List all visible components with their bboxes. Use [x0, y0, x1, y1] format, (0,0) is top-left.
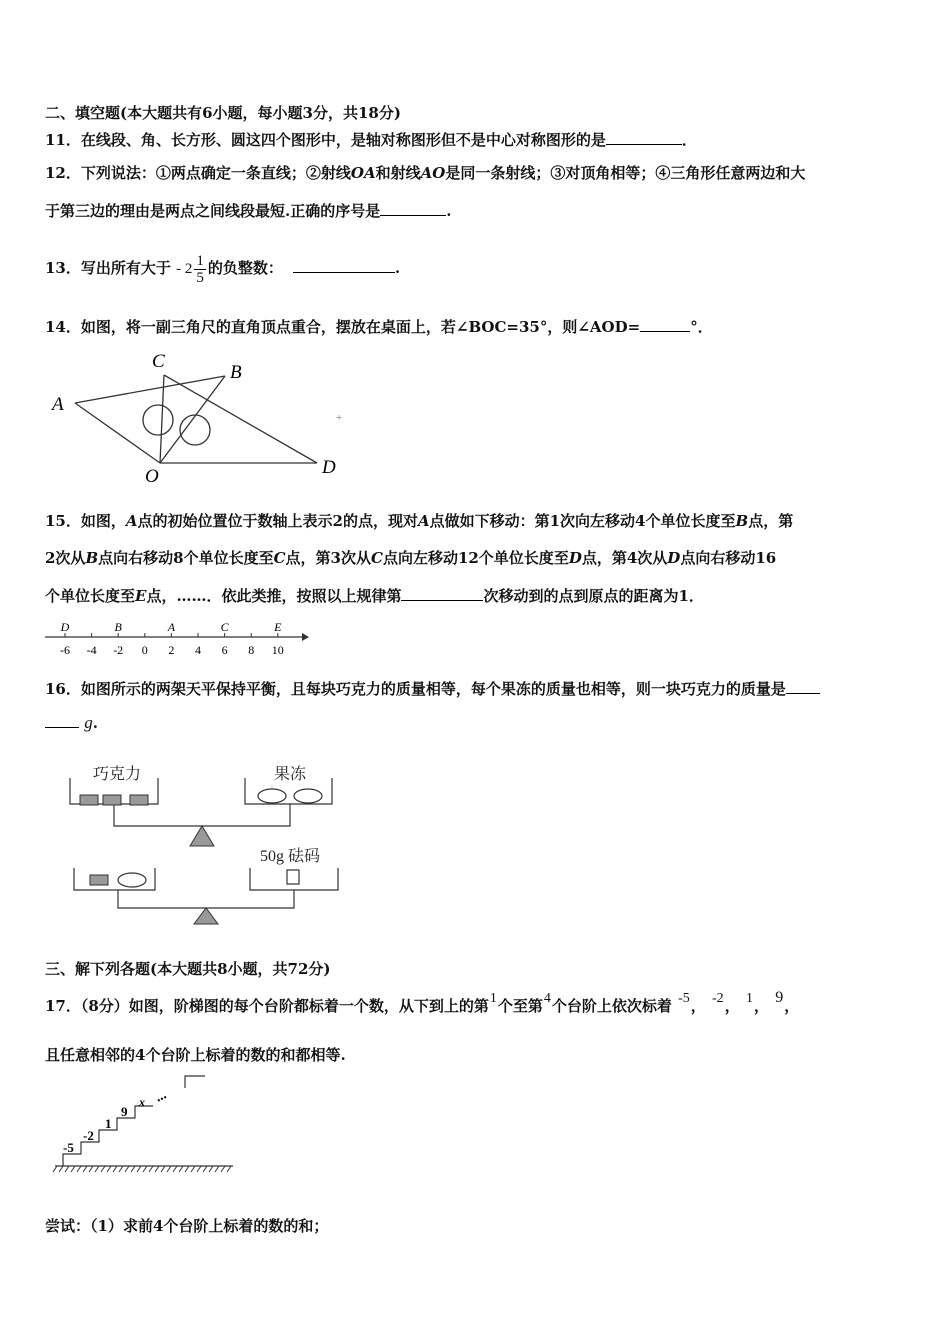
ground-hatch — [185, 1166, 189, 1172]
label-weight: 50g 砝码 — [260, 848, 321, 865]
ground-hatch — [119, 1166, 123, 1172]
q12-text-d: 于第三边的理由是两点之间线段最短.正确的序号是 — [45, 202, 381, 220]
q15-t4: 点，第 — [748, 512, 794, 530]
unit-gram: g — [84, 713, 93, 732]
ground-hatch — [77, 1166, 81, 1172]
tick-label: 4 — [195, 643, 201, 657]
q17-sep4: ， — [784, 997, 800, 1015]
q13-suffix: 的负整数： — [207, 259, 283, 277]
answer-blank-14[interactable] — [640, 317, 690, 332]
label-chocolate: 巧克力 — [93, 766, 142, 783]
point-label-c: C — [220, 620, 229, 634]
section3-heading: 三、解下列各题(本大题共8小题，共72分) — [45, 960, 331, 978]
fraction — [194, 253, 206, 286]
answer-blank-13[interactable] — [293, 258, 395, 273]
q15-e1: E — [135, 587, 147, 605]
step-1-label: -5 — [63, 1140, 74, 1155]
tick-label: -2 — [113, 643, 124, 657]
q15-t6: 点向右移动8个单位长度至 — [98, 549, 274, 567]
ground-hatch — [143, 1166, 147, 1172]
question-17-line1 — [45, 989, 800, 1019]
figure-14-triangles — [40, 345, 360, 485]
ground-hatch — [59, 1166, 63, 1172]
question-15-line2 — [45, 547, 776, 569]
question-15-line3 — [45, 585, 704, 607]
ground-hatch — [131, 1166, 135, 1172]
q13-prefix: 13．写出所有大于 — [45, 259, 171, 277]
ground-hatch — [107, 1166, 111, 1172]
answer-blank-11[interactable] — [606, 130, 682, 145]
ground-hatch — [161, 1166, 165, 1172]
ground-hatch — [101, 1166, 105, 1172]
question-16-line1 — [45, 678, 820, 700]
figure-16-balances — [60, 760, 360, 935]
step-4-label: 9 — [121, 1104, 128, 1119]
ground-hatch — [137, 1166, 141, 1172]
tick-label: 6 — [221, 643, 228, 657]
ground-hatch — [173, 1166, 177, 1172]
ground-hatch — [53, 1166, 57, 1172]
question-12-line2 — [45, 200, 451, 222]
ground-hatch — [203, 1166, 207, 1172]
try-prompt: 尝试：（1）求前4个台阶上标着的数的和； — [45, 1217, 329, 1235]
q15-d2: D — [667, 549, 681, 567]
q16-text: 16．如图所示的两架天平保持平衡，且每块巧克力的质量相等，每个果冻的质量也相等，则一块巧克力的质量是 — [45, 680, 786, 698]
label-b: B — [230, 362, 242, 383]
ray-ao: AO — [420, 164, 446, 182]
q17-v2: -2 — [712, 991, 724, 1006]
fraction-denominator: 5 — [196, 269, 204, 286]
label-c: C — [152, 351, 165, 372]
q17-sep1: ， — [690, 997, 706, 1015]
q17-v4: 9 — [775, 989, 784, 1006]
ray-oa: OA — [350, 164, 376, 182]
question-11 — [45, 129, 697, 151]
point-label-d: D — [60, 620, 70, 634]
tick-label: 0 — [141, 643, 148, 657]
q11-end: ． — [681, 131, 697, 149]
q15-t10: 点向右移动16 — [680, 549, 777, 567]
ground-hatch — [221, 1166, 225, 1172]
label-o: O — [145, 466, 159, 485]
q15-t8: 点向左移动12个单位长度至 — [382, 549, 569, 567]
q13-end: . — [394, 259, 401, 277]
ground-hatch — [191, 1166, 195, 1172]
q15-t12: 点，……．依此类推，按照以上规律第 — [146, 587, 402, 605]
ground-hatch — [197, 1166, 201, 1172]
q15-b2: B — [85, 549, 99, 567]
q12-end: . — [446, 202, 452, 220]
ground-hatch — [149, 1166, 153, 1172]
q15-a1: A — [125, 512, 138, 530]
tick-label: -4 — [86, 643, 97, 657]
q12-text-c: 是同一条射线；③对顶角相等；④三角形任意两边和大 — [445, 164, 806, 182]
q15-c2: C — [370, 549, 383, 567]
question-15-line1 — [45, 510, 793, 532]
q15-t7: 点，第3次从 — [285, 549, 371, 567]
ground-hatch — [125, 1166, 129, 1172]
ground-hatch — [179, 1166, 183, 1172]
ground-hatch — [155, 1166, 159, 1172]
step-2-label: -2 — [83, 1128, 94, 1143]
tick-label: 10 — [271, 643, 284, 657]
number-line — [40, 620, 310, 660]
answer-blank-12[interactable] — [380, 201, 446, 216]
q15-t13: 次移动到的点到原点的距离为1． — [483, 587, 704, 605]
q17-v3: 1 — [745, 991, 753, 1006]
question-17-line2: 且任意相邻的4个台阶上标着的数的和都相等. — [45, 1046, 346, 1064]
ellipsis-dots: ... — [152, 1087, 169, 1106]
q16-end: . — [92, 714, 98, 732]
section2-heading: 二、填空题(本大题共有6小题，每小题3分，共18分) — [45, 104, 401, 122]
q12-text-a: 12．下列说法：①两点确定一条直线；②射线 — [45, 164, 351, 182]
q15-b1: B — [735, 512, 749, 530]
q17-n1: 1 — [489, 991, 497, 1006]
tick-label: 8 — [248, 643, 255, 657]
q17-n4: 4 — [543, 991, 551, 1006]
q14-text: 14．如图，将一副三角尺的直角顶点重合，摆放在桌面上，若∠BOC=35°，则∠AOD= — [45, 318, 641, 336]
q15-t3: 点做如下移动：第1次向左移动4个单位长度至 — [429, 512, 736, 530]
q17-t1: 17．（8分）如图，阶梯图的每个台阶都标着一个数，从下到上的第 — [45, 997, 489, 1015]
q15-t1: 15．如图， — [45, 512, 126, 530]
q15-t5: 2次从 — [45, 549, 86, 567]
question-16-line2 — [45, 712, 98, 734]
ground-hatch — [89, 1166, 93, 1172]
answer-blank-16b[interactable] — [45, 713, 79, 728]
point-label-a: A — [167, 620, 176, 634]
q17-sep3: ， — [753, 997, 769, 1015]
label-jelly: 果冻 — [274, 766, 307, 783]
ground-hatch — [71, 1166, 75, 1172]
q17-t3: 个台阶上依次标着 — [551, 997, 672, 1015]
q17-v1: -5 — [678, 991, 690, 1006]
ground-hatch — [215, 1166, 219, 1172]
q11-text: 11．在线段、角、长方形、圆这四个图形中，是轴对称图形但不是中心对称图形的是 — [45, 131, 606, 149]
tick-label: -6 — [60, 643, 70, 657]
ground-hatch — [167, 1166, 171, 1172]
ground-hatch — [95, 1166, 99, 1172]
figure-17-staircase — [45, 1070, 240, 1180]
q15-c1: C — [273, 549, 286, 567]
fraction-numerator: 1 — [196, 252, 204, 269]
ground-hatch — [209, 1166, 213, 1172]
q17-sep2: ， — [724, 997, 740, 1015]
ground-hatch — [83, 1166, 87, 1172]
q12-text-b: 和射线 — [375, 164, 421, 182]
mixed-number-whole: - 2 — [176, 261, 193, 277]
q17-t2: 个至第 — [497, 997, 543, 1015]
step-5-label: x — [139, 1095, 145, 1109]
q15-t2: 点的初始位置位于数轴上表示2的点，现对 — [137, 512, 418, 530]
ground-hatch — [113, 1166, 117, 1172]
label-d: D — [322, 457, 336, 478]
q15-t9: 点，第4次从 — [581, 549, 668, 567]
q15-d1: D — [568, 549, 582, 567]
ground-hatch — [65, 1166, 69, 1172]
q15-a2: A — [417, 512, 430, 530]
ground-hatch — [227, 1166, 231, 1172]
answer-blank-15[interactable] — [401, 586, 483, 601]
question-14 — [45, 316, 713, 338]
point-label-b: B — [114, 620, 122, 634]
q14-end: °． — [690, 318, 713, 336]
question-12-line1 — [45, 162, 805, 184]
label-a: A — [52, 394, 64, 415]
point-label-e: E — [274, 620, 282, 634]
q15-t11: 个单位长度至 — [45, 587, 136, 605]
question-13 — [45, 250, 400, 287]
answer-blank-16a[interactable] — [786, 679, 820, 694]
step-3-label: 1 — [105, 1116, 112, 1131]
stray-mark: + — [336, 412, 343, 424]
tick-label: 2 — [168, 643, 175, 657]
